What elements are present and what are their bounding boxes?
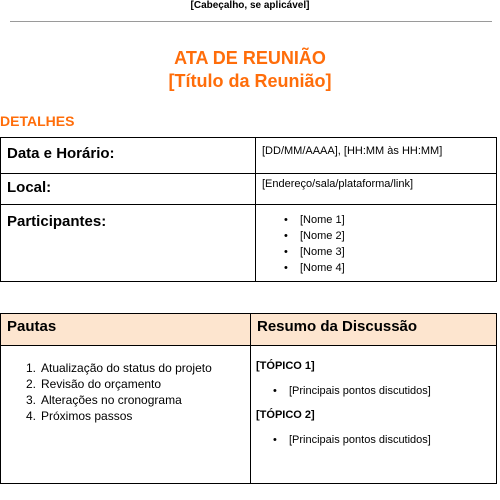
agenda-header-row — [1, 314, 497, 346]
agenda-item — [26, 360, 250, 376]
details-row-participants — [1, 205, 497, 282]
agenda-column-header: Pautas — [1, 314, 251, 346]
participants-label: Participantes: — [1, 205, 256, 282]
agenda-items-cell — [1, 346, 251, 484]
agenda-table — [0, 313, 497, 484]
details-row-location — [1, 174, 497, 205]
participants-cell — [256, 205, 497, 282]
participants-list — [262, 212, 496, 276]
agenda-item-text: Revisão do orçamento — [41, 377, 162, 391]
agenda-item-text: Próximos passos — [41, 409, 133, 423]
header-divider — [10, 21, 492, 22]
summary-cell — [251, 346, 497, 484]
participant-item: • [Nome 2] — [300, 228, 496, 244]
datetime-label: Data e Horário: — [1, 138, 256, 174]
participant-item: • [Nome 4] — [300, 260, 496, 276]
details-table — [0, 137, 497, 282]
topic-point: • [Principais pontos discutidos] — [289, 434, 496, 446]
location-label: Local: — [1, 174, 256, 205]
participant-item: • [Nome 1] — [300, 212, 496, 228]
topic-title: [TÓPICO 2] — [256, 409, 315, 421]
details-row-datetime — [1, 138, 497, 174]
agenda-item-number: 2. — [26, 377, 37, 391]
agenda-item — [26, 408, 250, 424]
agenda-item-number: 4. — [26, 409, 37, 423]
section-heading-details: DETALHES — [0, 113, 75, 129]
location-value: [Endereço/sala/plataforma/link] — [256, 174, 497, 205]
meeting-title: [Título da Reunião] — [168, 71, 332, 91]
page-header: [Cabeçalho, se aplicável] — [190, 0, 310, 11]
agenda-item-number: 1. — [26, 361, 37, 375]
agenda-item-number: 3. — [26, 393, 37, 407]
agenda-list — [1, 360, 250, 424]
topic-point: • [Principais pontos discutidos] — [289, 385, 496, 397]
participant-item: • [Nome 3] — [300, 244, 496, 260]
agenda-item-text: Atualização do status do projeto — [41, 361, 212, 375]
summary-column-header: Resumo da Discussão — [251, 314, 497, 346]
agenda-item-text: Alterações no cronograma — [41, 393, 182, 407]
agenda-item — [26, 392, 250, 408]
datetime-value: [DD/MM/AAAA], [HH:MM às HH:MM] — [256, 138, 497, 174]
document-title: ATA DE REUNIÃO — [174, 48, 326, 68]
agenda-body-row — [1, 346, 497, 484]
agenda-item — [26, 376, 250, 392]
topic-title: [TÓPICO 1] — [256, 360, 315, 372]
topic-points — [251, 434, 496, 446]
topic-points — [251, 385, 496, 397]
